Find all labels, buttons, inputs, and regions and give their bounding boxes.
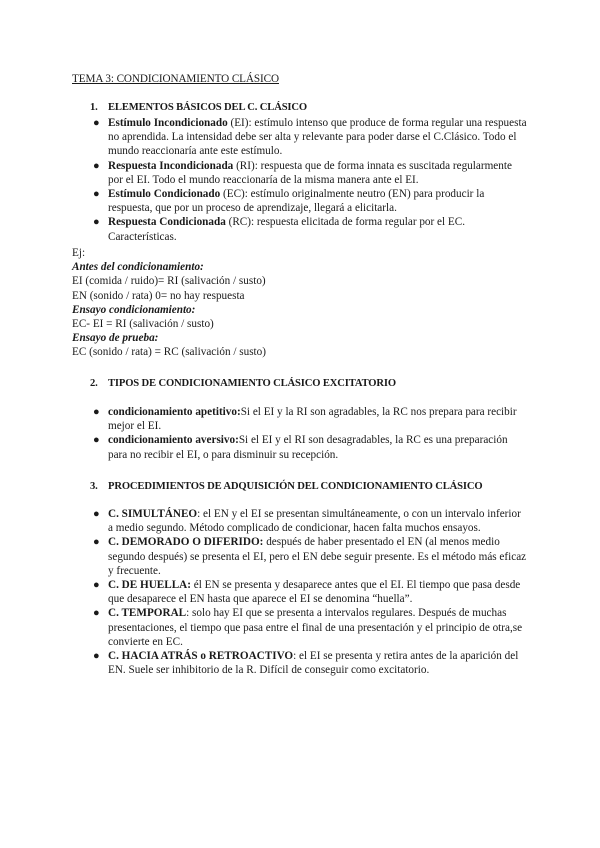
section-heading-3: 3. PROCEDIMIENTOS DE ADQUISICIÓN DEL CONDICIONAMIENTO CLÁSICO: [90, 481, 483, 492]
list-item: ● C. SIMULTÁNEO: el EN y el EI se presentan simultáneamente, o con un intervalo inferior a medio segundo. Método complicado de condicionar, hacen falta muchos ensayos.: [93, 508, 521, 535]
list-item: ● C. HACIA ATRÁS o RETROACTIVO: el EI se presenta y retira antes de la aparición del EN. Suele ser inhibitorio de la R. Difícil de conseguir como excitatorio.: [93, 650, 519, 677]
list-item: ● Respuesta Incondicionada (RI): respuesta que de forma innata es suscitada regularmente por el EI. Todo el mundo reaccionaría de la misma manera ante el EI.: [93, 159, 512, 186]
section-3-list: [93, 507, 528, 677]
section-heading-2: 2. TIPOS DE CONDICIONAMIENTO CLÁSICO EXCITATORIO: [90, 378, 396, 389]
section-heading-1: 1. ELEMENTOS BÁSICOS DEL C. CLÁSICO: [90, 102, 307, 113]
list-item: ● C. TEMPORAL: solo hay EI que se presenta a intervalos regulares. Después de muchas presentaciones, el tiempo que pasa entre el final de una presentación y el principio de otra,se convierte en EC.: [93, 607, 523, 648]
list-item: ● Estímulo Incondicionado (EI): estímulo intenso que produce de forma regular una respuesta no aprendida. La intensidad debe ser alta y relevante para poder darse el C.Clásico. Todo el mundo reaccionaría ante este estímulo.: [93, 117, 527, 158]
list-item: ● C. DE HUELLA: él EN se presenta y desaparece antes que el EI. El tiempo que pasa desde que desaparece el EN hasta que aparece el EI se denomina “huella”.: [93, 579, 521, 606]
section-2-list: [93, 405, 528, 462]
list-item: ● Estímulo Condicionado (EC): estímulo originalmente neutro (EN) para producir la respuesta, que por un proceso de aprendizaje, llegará a elicitarla.: [93, 188, 485, 215]
list-item: ● Respuesta Condicionada (RC): respuesta elicitada de forma regular por el EC. Características.: [93, 216, 466, 243]
example-block: Ej: Antes del condicionamiento: EI (comida / ruido)= RI (salivación / susto) EN (sonido / rata) 0= no hay respuesta Ensayo condicionamiento: EC- EI = RI (salivación / susto) Ensayo de prueba: EC (sonido / rata) = RC (salivación / susto): [72, 247, 266, 359]
list-item: ● condicionamiento aversivo:Si el EI y el RI son desagradables, la RC es una preparación para no recibir el EI, o para disminuir su recepción.: [93, 434, 508, 461]
list-item: ● C. DEMORADO O DIFERIDO: después de haber presentado el EN (al menos medio segundo después) se presenta el EI, pero el EN debe seguir presente. Es el método más eficaz y frecuente.: [93, 536, 527, 577]
list-item: ● condicionamiento apetitivo:Si el EI y la RI son agradables, la RC nos prepara para recibir mejor el EI.: [93, 406, 517, 433]
section-1-list: [93, 116, 528, 244]
page-title: TEMA 3: CONDICIONAMIENTO CLÁSICO: [72, 73, 279, 85]
